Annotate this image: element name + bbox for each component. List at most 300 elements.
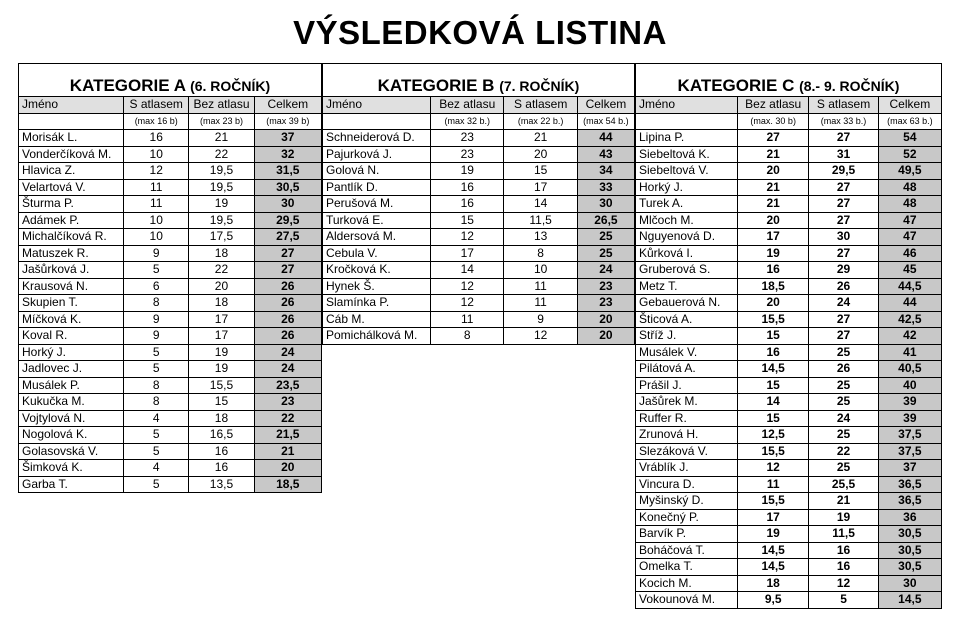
score-total: 26	[254, 278, 321, 295]
score-2: 17,5	[189, 229, 254, 246]
table-row	[323, 146, 635, 163]
score-2: 19	[809, 509, 878, 526]
score-total: 25	[577, 245, 634, 262]
table-row	[636, 295, 942, 312]
category-b-column-header: Bez atlasu	[431, 97, 504, 114]
score-1: 11	[431, 311, 504, 328]
student-name: Šticová A.	[636, 311, 738, 328]
score-1: 9	[124, 328, 189, 345]
table-row	[323, 163, 635, 180]
score-1: 14	[737, 394, 808, 411]
table-row	[636, 460, 942, 477]
table-row	[19, 278, 322, 295]
category-c-header-row	[636, 97, 942, 114]
table-row	[19, 394, 322, 411]
score-1: 14	[431, 262, 504, 279]
score-total: 44	[878, 295, 941, 312]
score-2: 24	[809, 410, 878, 427]
student-name: Vráblík J.	[636, 460, 738, 477]
table-row	[636, 262, 942, 279]
table-row	[323, 278, 635, 295]
score-total: 14,5	[878, 592, 941, 609]
score-1: 5	[124, 361, 189, 378]
score-2: 27	[809, 245, 878, 262]
table-row	[636, 377, 942, 394]
score-1: 27	[737, 130, 808, 147]
category-c-max-points: (max 33 b.)	[809, 113, 878, 130]
score-total: 29,5	[254, 212, 321, 229]
table-row	[636, 559, 942, 576]
score-total: 47	[878, 212, 941, 229]
score-2: 22	[189, 262, 254, 279]
category-a-column-header: Jméno	[19, 97, 124, 114]
score-2: 16	[809, 542, 878, 559]
student-name: Mlčoch M.	[636, 212, 738, 229]
student-name: Lipina P.	[636, 130, 738, 147]
category-a-caption-main: KATEGORIE A	[69, 76, 186, 95]
category-c-max-points: (max. 30 b)	[737, 113, 808, 130]
category-c-caption	[636, 64, 942, 97]
score-total: 43	[577, 146, 634, 163]
score-2: 16	[189, 460, 254, 477]
student-name: Cáb M.	[323, 311, 431, 328]
table-row	[636, 443, 942, 460]
score-total: 42,5	[878, 311, 941, 328]
score-2: 24	[809, 295, 878, 312]
category-a-max-points: (max 16 b)	[124, 113, 189, 130]
student-name: Hlavica Z.	[19, 163, 124, 180]
score-total: 30	[254, 196, 321, 213]
table-row	[636, 344, 942, 361]
score-1: 12	[431, 278, 504, 295]
student-name: Omelka T.	[636, 559, 738, 576]
score-total: 37	[878, 460, 941, 477]
table-row	[323, 212, 635, 229]
table-row	[323, 245, 635, 262]
table-row	[636, 179, 942, 196]
student-name: Slezáková V.	[636, 443, 738, 460]
score-2: 22	[809, 443, 878, 460]
score-2: 20	[189, 278, 254, 295]
student-name: Pajurková J.	[323, 146, 431, 163]
category-c-caption-main: KATEGORIE C	[677, 76, 795, 95]
score-1: 14,5	[737, 361, 808, 378]
score-1: 21	[737, 179, 808, 196]
table-row	[19, 196, 322, 213]
student-name: Horký J.	[636, 179, 738, 196]
student-name: Schneiderová D.	[323, 130, 431, 147]
score-1: 23	[431, 146, 504, 163]
table-row	[19, 377, 322, 394]
table-row	[323, 196, 635, 213]
category-b-max-points: (max 22 b.)	[504, 113, 577, 130]
category-b-caption-main: KATEGORIE B	[377, 76, 495, 95]
score-1: 6	[124, 278, 189, 295]
score-1: 18	[737, 575, 808, 592]
score-2: 17	[189, 328, 254, 345]
score-2: 19	[189, 361, 254, 378]
score-1: 12,5	[737, 427, 808, 444]
table-row	[19, 130, 322, 147]
score-total: 26	[254, 311, 321, 328]
score-1: 8	[124, 377, 189, 394]
score-total: 27	[254, 262, 321, 279]
student-name: Turek A.	[636, 196, 738, 213]
student-name: Ruffer R.	[636, 410, 738, 427]
score-2: 19,5	[189, 163, 254, 180]
table-row	[636, 476, 942, 493]
score-2: 16,5	[189, 427, 254, 444]
score-1: 15	[737, 410, 808, 427]
student-name: Horký J.	[19, 344, 124, 361]
score-1: 8	[124, 295, 189, 312]
category-a-column-header: S atlasem	[124, 97, 189, 114]
score-total: 24	[577, 262, 634, 279]
student-name: Slamínka P.	[323, 295, 431, 312]
table-row	[636, 509, 942, 526]
table-row	[636, 410, 942, 427]
score-total: 31,5	[254, 163, 321, 180]
table-row	[323, 229, 635, 246]
score-1: 12	[431, 229, 504, 246]
score-2: 15	[189, 394, 254, 411]
score-total: 40,5	[878, 361, 941, 378]
score-2: 21	[189, 130, 254, 147]
student-name: Stříž J.	[636, 328, 738, 345]
score-2: 11	[504, 278, 577, 295]
table-row	[636, 575, 942, 592]
table-row	[19, 476, 322, 493]
table-row	[19, 410, 322, 427]
student-name: Šimková K.	[19, 460, 124, 477]
score-1: 15,5	[737, 311, 808, 328]
category-b-caption-sub: (7. ROČNÍK)	[499, 78, 580, 94]
table-row	[19, 460, 322, 477]
table-row	[323, 130, 635, 147]
table-row	[19, 212, 322, 229]
student-name: Jadlovec J.	[19, 361, 124, 378]
table-row	[323, 295, 635, 312]
student-name: Barvík P.	[636, 526, 738, 543]
score-2: 29,5	[809, 163, 878, 180]
score-1: 16	[431, 196, 504, 213]
student-name: Prášil J.	[636, 377, 738, 394]
score-1: 16	[431, 179, 504, 196]
table-row	[636, 542, 942, 559]
category-a-column-header: Bez atlasu	[189, 97, 254, 114]
table-row	[19, 328, 322, 345]
category-b-max-points: (max 54 b.)	[577, 113, 634, 130]
score-1: 16	[124, 130, 189, 147]
score-2: 26	[809, 278, 878, 295]
score-2: 16	[809, 559, 878, 576]
score-1: 15,5	[737, 493, 808, 510]
score-1: 8	[431, 328, 504, 345]
score-total: 30	[577, 196, 634, 213]
score-1: 5	[124, 262, 189, 279]
score-2: 20	[504, 146, 577, 163]
score-total: 34	[577, 163, 634, 180]
score-total: 48	[878, 196, 941, 213]
score-1: 15	[431, 212, 504, 229]
score-1: 12	[124, 163, 189, 180]
score-total: 21	[254, 443, 321, 460]
category-b-column-header: S atlasem	[504, 97, 577, 114]
score-total: 45	[878, 262, 941, 279]
score-2: 19	[189, 196, 254, 213]
score-2: 25,5	[809, 476, 878, 493]
student-name: Turková E.	[323, 212, 431, 229]
student-name: Pilátová A.	[636, 361, 738, 378]
score-total: 47	[878, 229, 941, 246]
table-row	[323, 311, 635, 328]
score-total: 27,5	[254, 229, 321, 246]
score-2: 12	[504, 328, 577, 345]
score-1: 10	[124, 229, 189, 246]
table-row	[19, 146, 322, 163]
score-2: 11	[504, 295, 577, 312]
student-name: Nguyenová D.	[636, 229, 738, 246]
student-name: Golasovská V.	[19, 443, 124, 460]
score-1: 11	[124, 196, 189, 213]
category-c-caption-sub: (8.- 9. ROČNÍK)	[799, 78, 900, 94]
score-total: 24	[254, 344, 321, 361]
score-2: 18	[189, 245, 254, 262]
score-1: 20	[737, 163, 808, 180]
student-name: Adámek P.	[19, 212, 124, 229]
table-row	[636, 493, 942, 510]
score-1: 11	[737, 476, 808, 493]
student-name: Cebula V.	[323, 245, 431, 262]
score-total: 36	[878, 509, 941, 526]
score-total: 27	[254, 245, 321, 262]
score-1: 4	[124, 460, 189, 477]
score-total: 36,5	[878, 493, 941, 510]
score-total: 22	[254, 410, 321, 427]
student-name: Myšinský D.	[636, 493, 738, 510]
table-row	[19, 344, 322, 361]
table-row	[636, 361, 942, 378]
score-2: 11,5	[809, 526, 878, 543]
score-1: 21	[737, 146, 808, 163]
score-total: 30,5	[878, 542, 941, 559]
category-a-caption	[19, 64, 322, 97]
student-name: Kůrková I.	[636, 245, 738, 262]
student-name: Golová N.	[323, 163, 431, 180]
score-2: 17	[504, 179, 577, 196]
score-2: 13	[504, 229, 577, 246]
category-b-column-header: Jméno	[323, 97, 431, 114]
score-2: 18	[189, 295, 254, 312]
category-a-column-header: Celkem	[254, 97, 321, 114]
score-total: 46	[878, 245, 941, 262]
score-total: 18,5	[254, 476, 321, 493]
table-row	[636, 245, 942, 262]
score-total: 44,5	[878, 278, 941, 295]
score-2: 5	[809, 592, 878, 609]
category-b-column-header: Celkem	[577, 97, 634, 114]
score-total: 37	[254, 130, 321, 147]
score-1: 9	[124, 245, 189, 262]
student-name: Zrunová H.	[636, 427, 738, 444]
score-1: 5	[124, 476, 189, 493]
score-total: 39	[878, 410, 941, 427]
category-c-max-points-row	[636, 113, 942, 130]
score-2: 13,5	[189, 476, 254, 493]
score-total: 30,5	[878, 526, 941, 543]
score-1: 15	[737, 328, 808, 345]
score-total: 30	[878, 575, 941, 592]
table-row	[636, 130, 942, 147]
score-total: 30,5	[254, 179, 321, 196]
table-row	[19, 179, 322, 196]
student-name: Vojtylová N.	[19, 410, 124, 427]
score-total: 23,5	[254, 377, 321, 394]
score-total: 26	[254, 295, 321, 312]
score-2: 22	[189, 146, 254, 163]
score-2: 18	[189, 410, 254, 427]
score-1: 16	[737, 344, 808, 361]
score-1: 16	[737, 262, 808, 279]
table-row	[19, 361, 322, 378]
score-1: 12	[737, 460, 808, 477]
table-row	[636, 526, 942, 543]
table-row	[19, 311, 322, 328]
score-1: 8	[124, 394, 189, 411]
category-c-caption-row	[636, 64, 942, 97]
score-2: 25	[809, 344, 878, 361]
category-b-caption-row	[323, 64, 635, 97]
score-2: 25	[809, 427, 878, 444]
student-name: Siebeltová V.	[636, 163, 738, 180]
score-2: 29	[809, 262, 878, 279]
score-total: 52	[878, 146, 941, 163]
table-row	[636, 163, 942, 180]
score-total: 37,5	[878, 443, 941, 460]
score-1: 19	[737, 526, 808, 543]
score-2: 25	[809, 394, 878, 411]
student-name: Perušová M.	[323, 196, 431, 213]
student-name: Konečný P.	[636, 509, 738, 526]
score-total: 23	[254, 394, 321, 411]
student-name: Velartová V.	[19, 179, 124, 196]
score-total: 26,5	[577, 212, 634, 229]
score-total: 39	[878, 394, 941, 411]
score-2: 27	[809, 311, 878, 328]
score-2: 19,5	[189, 179, 254, 196]
category-c-column-header: Bez atlasu	[737, 97, 808, 114]
score-1: 20	[737, 212, 808, 229]
student-name: Gebauerová N.	[636, 295, 738, 312]
score-total: 49,5	[878, 163, 941, 180]
score-1: 9	[124, 311, 189, 328]
student-name: Jašůrek M.	[636, 394, 738, 411]
score-2: 31	[809, 146, 878, 163]
table-row	[19, 443, 322, 460]
score-1: 20	[737, 295, 808, 312]
student-name: Krausová N.	[19, 278, 124, 295]
score-total: 32	[254, 146, 321, 163]
score-1: 5	[124, 427, 189, 444]
score-total: 21,5	[254, 427, 321, 444]
table-row	[19, 245, 322, 262]
score-total: 42	[878, 328, 941, 345]
score-1: 21	[737, 196, 808, 213]
score-2: 16	[189, 443, 254, 460]
category-a-table	[18, 63, 322, 493]
category-b-table	[322, 63, 635, 345]
table-row	[636, 592, 942, 609]
score-2: 21	[504, 130, 577, 147]
table-row	[636, 427, 942, 444]
score-total: 20	[577, 328, 634, 345]
category-c-column-header: Jméno	[636, 97, 738, 114]
table-row	[636, 146, 942, 163]
score-1: 23	[431, 130, 504, 147]
student-name: Koval R.	[19, 328, 124, 345]
score-1: 4	[124, 410, 189, 427]
student-name: Musálek P.	[19, 377, 124, 394]
category-c-max-points: (max 63 b.)	[878, 113, 941, 130]
student-name: Aldersová M.	[323, 229, 431, 246]
score-1: 17	[737, 509, 808, 526]
score-total: 54	[878, 130, 941, 147]
score-total: 41	[878, 344, 941, 361]
category-c-max-points	[636, 113, 738, 130]
category-b-caption	[323, 64, 635, 97]
student-name: Morisák L.	[19, 130, 124, 147]
table-row	[636, 212, 942, 229]
score-1: 10	[124, 146, 189, 163]
score-2: 15	[504, 163, 577, 180]
score-2: 27	[809, 328, 878, 345]
score-1: 18,5	[737, 278, 808, 295]
student-name: Siebeltová K.	[636, 146, 738, 163]
score-2: 26	[809, 361, 878, 378]
score-total: 40	[878, 377, 941, 394]
score-total: 44	[577, 130, 634, 147]
score-2: 10	[504, 262, 577, 279]
category-c-column-header: S atlasem	[809, 97, 878, 114]
score-total: 26	[254, 328, 321, 345]
score-1: 19	[431, 163, 504, 180]
score-2: 14	[504, 196, 577, 213]
student-name: Matuszek R.	[19, 245, 124, 262]
table-row	[636, 328, 942, 345]
category-b-max-points-row	[323, 113, 635, 130]
score-2: 11,5	[504, 212, 577, 229]
table-row	[636, 394, 942, 411]
score-2: 15,5	[189, 377, 254, 394]
table-row	[636, 311, 942, 328]
table-row	[19, 262, 322, 279]
score-2: 19,5	[189, 212, 254, 229]
student-name: Garba T.	[19, 476, 124, 493]
student-name: Nogolová K.	[19, 427, 124, 444]
student-name: Michalčíková R.	[19, 229, 124, 246]
score-2: 8	[504, 245, 577, 262]
category-a-caption-sub: (6. ROČNÍK)	[190, 78, 271, 94]
student-name: Metz T.	[636, 278, 738, 295]
student-name: Vincura D.	[636, 476, 738, 493]
category-b-max-points: (max 32 b.)	[431, 113, 504, 130]
score-total: 20	[254, 460, 321, 477]
score-total: 33	[577, 179, 634, 196]
score-1: 10	[124, 212, 189, 229]
student-name: Šturma P.	[19, 196, 124, 213]
category-a-caption-row	[19, 64, 322, 97]
student-name: Skupien T.	[19, 295, 124, 312]
